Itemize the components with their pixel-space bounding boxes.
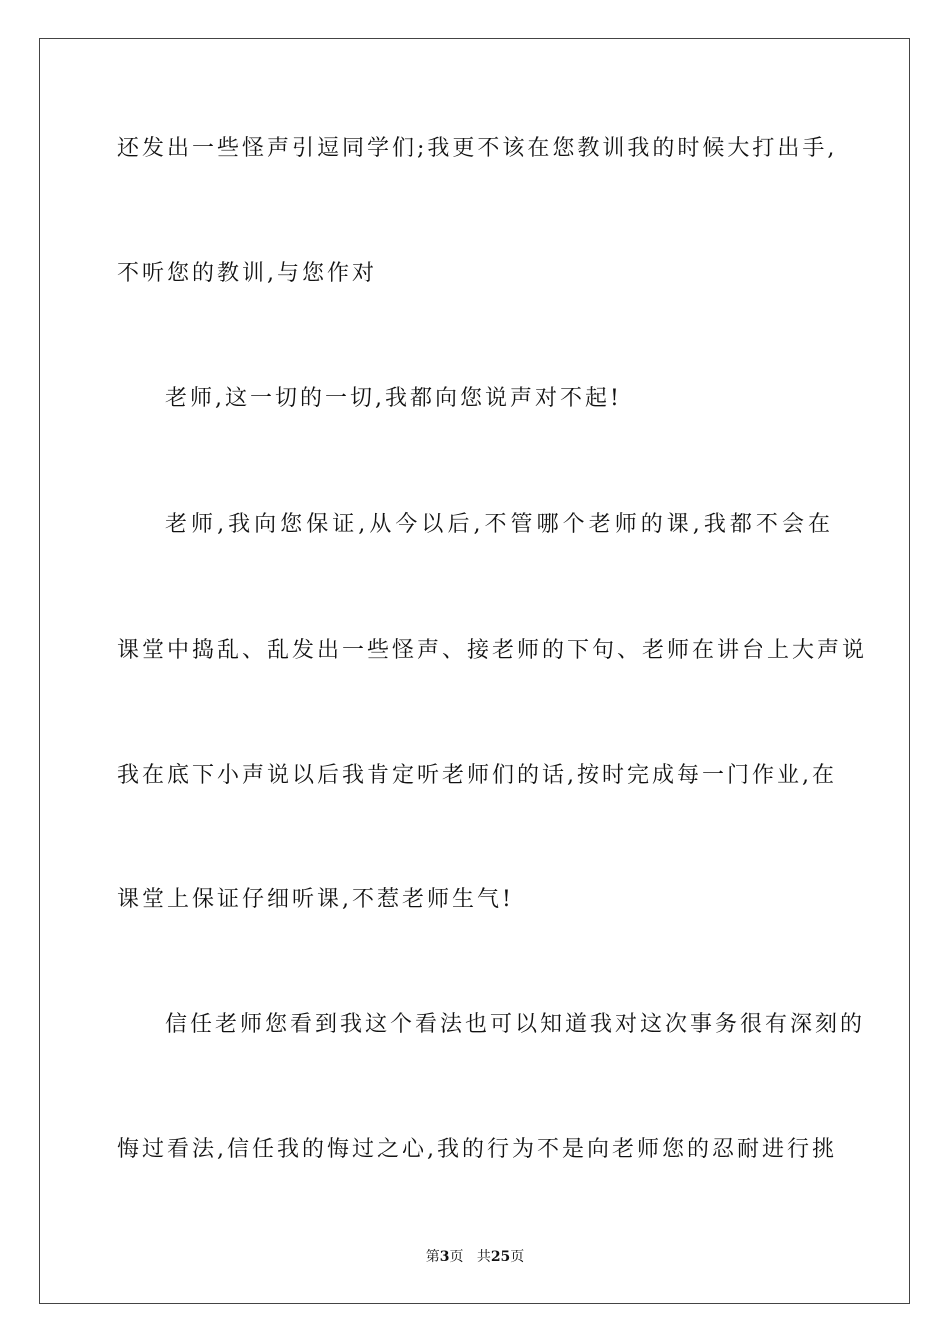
text-line-4: 老师,我向您保证,从今以后,不管哪个老师的课,我都不会在 <box>165 512 833 537</box>
text-line-8: 信任老师您看到我这个看法也可以知道我对这次事务很有深刻的 <box>165 1012 866 1037</box>
footer-page-prefix: 第 <box>425 1249 440 1265</box>
text-line-6: 我在底下小声说以后我肯定听老师们的话,按时完成每一门作业,在 <box>117 763 837 788</box>
text-line-9: 悔过看法,信任我的悔过之心,我的行为不是向老师您的忍耐进行挑 <box>117 1137 837 1162</box>
text-line-3: 老师,这一切的一切,我都向您说声对不起! <box>165 386 622 411</box>
text-line-1: 还发出一些怪声引逗同学们;我更不该在您教训我的时候大打出手, <box>117 136 838 161</box>
text-line-5: 课堂中捣乱、乱发出一些怪声、接老师的下句、老师在讲台上大声说 <box>117 638 868 663</box>
footer-total-suffix: 页 <box>510 1249 525 1265</box>
text-line-2: 不听您的教训,与您作对 <box>117 261 377 286</box>
page-footer <box>0 1247 950 1267</box>
footer-page-number: 3 <box>439 1249 450 1265</box>
footer-page-suffix: 页 <box>449 1249 464 1265</box>
page-border <box>39 38 910 1304</box>
text-line-7: 课堂上保证仔细听课,不惹老师生气! <box>117 887 514 912</box>
footer-total-prefix: 共 <box>476 1249 491 1265</box>
footer-total-pages: 25 <box>490 1249 511 1265</box>
